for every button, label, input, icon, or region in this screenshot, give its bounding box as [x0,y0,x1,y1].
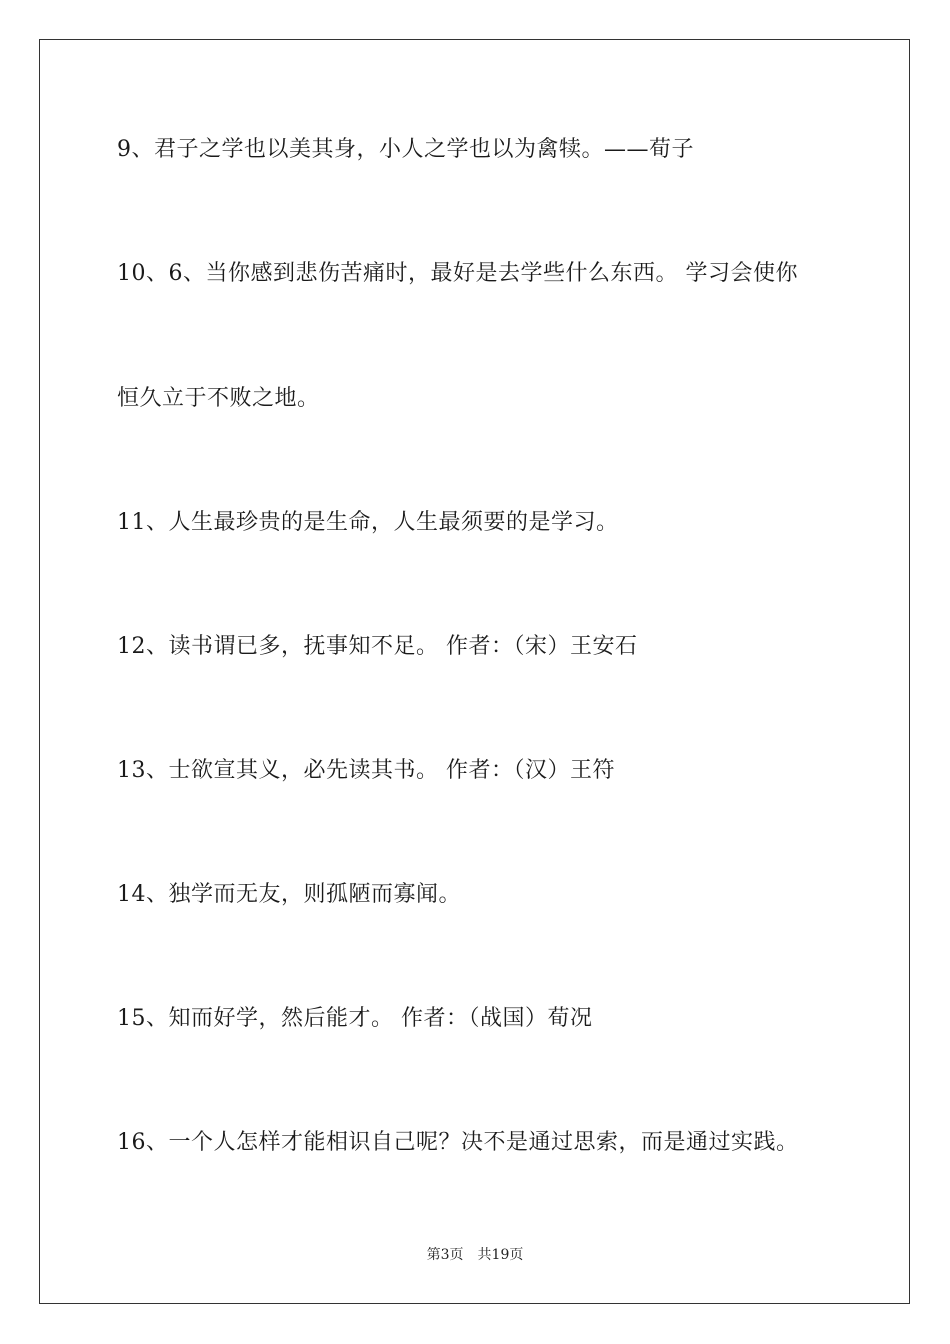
quote-10-line-2: 恒久立于不败之地。 [117,386,320,411]
quote-9: 9、君子之学也以美其身，小人之学也以为禽犊。——荀子 [117,137,694,162]
page-number-current: 第3页 [426,1247,464,1263]
quote-13: 13、士欲宣其义，必先读其书。 作者：（汉）王符 [117,758,615,783]
quote-16: 16、一个人怎样才能相识自己呢？决不是通过思索，而是通过实践。 [117,1130,799,1155]
page-number-total: 共19页 [477,1247,524,1263]
page-footer [0,1246,950,1264]
page-border [39,39,910,1304]
quote-14: 14、独学而无友，则孤陋而寡闻。 [117,882,461,907]
quote-10-line-1: 10、6、当你感到悲伤苦痛时，最好是去学些什么东西。 学习会使你 [117,261,798,286]
quote-15: 15、知而好学，然后能才。 作者：（战国）荀况 [117,1006,593,1031]
quote-11: 11、人生最珍贵的是生命，人生最须要的是学习。 [117,510,619,535]
quote-12: 12、读书谓已多，抚事知不足。 作者：（宋）王安石 [117,634,638,659]
